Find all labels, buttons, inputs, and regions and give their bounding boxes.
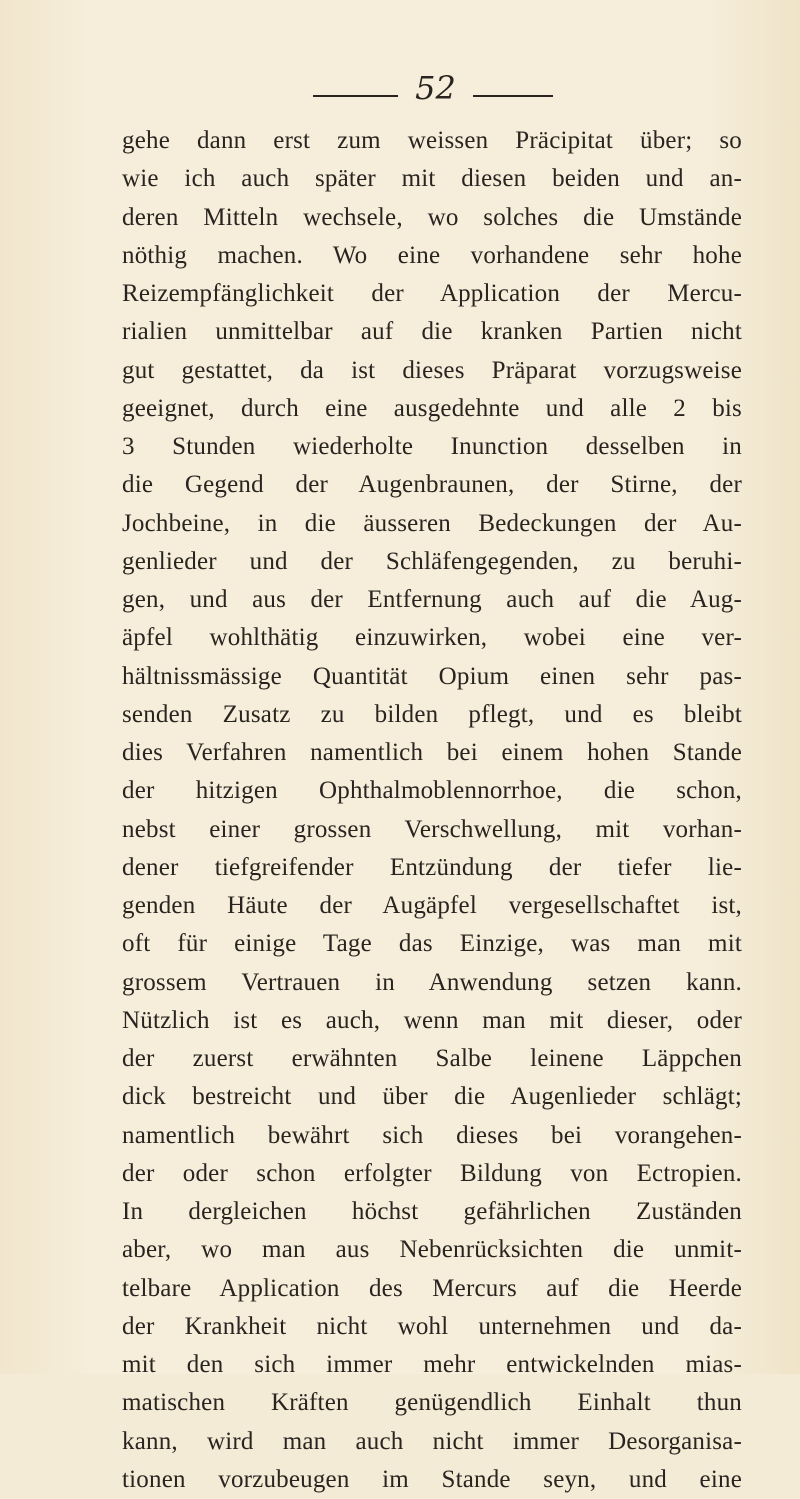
text-line: deren Mitteln wechsele, wo solches die Umstände xyxy=(122,203,742,231)
text-line: Nützlich ist es auch, wenn man mit dieser, oder xyxy=(122,1006,742,1034)
text-line: mit den sich immer mehr entwickelnden mias- xyxy=(122,1351,742,1378)
header-rule-left xyxy=(313,95,398,97)
text-line: der Krankheit nicht wohl unternehmen und da- xyxy=(122,1312,742,1340)
text-line: geeignet, durch eine ausgedehnte und alle 2 bis xyxy=(122,394,742,422)
page-header xyxy=(0,68,800,108)
text-line: gut gestattet, da ist dieses Präparat vorzugsweise xyxy=(122,356,742,384)
text-line: matischen Kräften genügendlich Einhalt thun xyxy=(122,1389,742,1417)
text-line: dener tiefgreifender Entzündung der tiefer lie- xyxy=(122,853,742,881)
text-line: der hitzigen Ophthalmoblennorrhoe, die schon, xyxy=(122,777,742,805)
text-line: der oder schon erfolgter Bildung von Ectropien. xyxy=(122,1159,742,1187)
text-line: gehe dann erst zum weissen Präcipitat über; so xyxy=(122,127,742,154)
text-line: gen, und aus der Entfernung auch auf die Aug- xyxy=(122,586,742,613)
text-line: Reizempfänglichkeit der Application der Mercu- xyxy=(122,280,742,307)
text-line: nebst einer grossen Verschwellung, mit vorhan- xyxy=(122,815,742,843)
text-line: In dergleichen höchst gefährlichen Zuständen xyxy=(122,1198,742,1225)
text-line: rialien unmittelbar auf die kranken Partien nicht xyxy=(122,318,742,346)
text-line: Jochbeine, in die äusseren Bedeckungen der Au- xyxy=(122,509,742,537)
text-line: tionen vorzubeugen im Stande seyn, und eine xyxy=(122,1465,742,1493)
text-line: senden Zusatz zu bilden pflegt, und es bleibt xyxy=(122,700,742,728)
header-rule-right xyxy=(473,95,553,97)
body-text xyxy=(122,122,742,1499)
text-line: dick bestreicht und über die Augenlieder schlägt; xyxy=(122,1083,742,1111)
text-line: 3 Stunden wiederholte Inunction desselben in xyxy=(122,433,742,460)
text-line: namentlich bewährt sich dieses bei vorangehen- xyxy=(122,1121,742,1149)
text-line: nöthig machen. Wo eine vorhandene sehr hohe xyxy=(122,241,742,269)
text-line: äpfel wohlthätig einzuwirken, wobei eine ver- xyxy=(122,624,742,652)
text-line: genden Häute der Augäpfel vergesellschaftet ist, xyxy=(122,892,742,919)
text-line: wie ich auch später mit diesen beiden und an- xyxy=(122,165,742,193)
text-line: kann, wird man auch nicht immer Desorganisa- xyxy=(122,1427,742,1455)
text-line: hältnissmässige Quantität Opium einen sehr pas- xyxy=(122,662,742,690)
page-number: 52 xyxy=(415,69,456,107)
text-line: telbare Application des Mercurs auf die Heerde xyxy=(122,1274,742,1302)
text-line: die Gegend der Augenbraunen, der Stirne, der xyxy=(122,471,742,499)
text-line: grossem Vertrauen in Anwendung setzen kann. xyxy=(122,968,742,996)
text-line: genlieder und der Schläfengegenden, zu beruhi- xyxy=(122,547,742,575)
text-line: aber, wo man aus Nebenrücksichten die unmit- xyxy=(122,1236,742,1264)
text-line: der zuerst erwähnten Salbe leinene Läppchen xyxy=(122,1045,742,1072)
text-line: dies Verfahren namentlich bei einem hohen Stande xyxy=(122,739,742,766)
text-line: oft für einige Tage das Einzige, was man mit xyxy=(122,930,742,958)
